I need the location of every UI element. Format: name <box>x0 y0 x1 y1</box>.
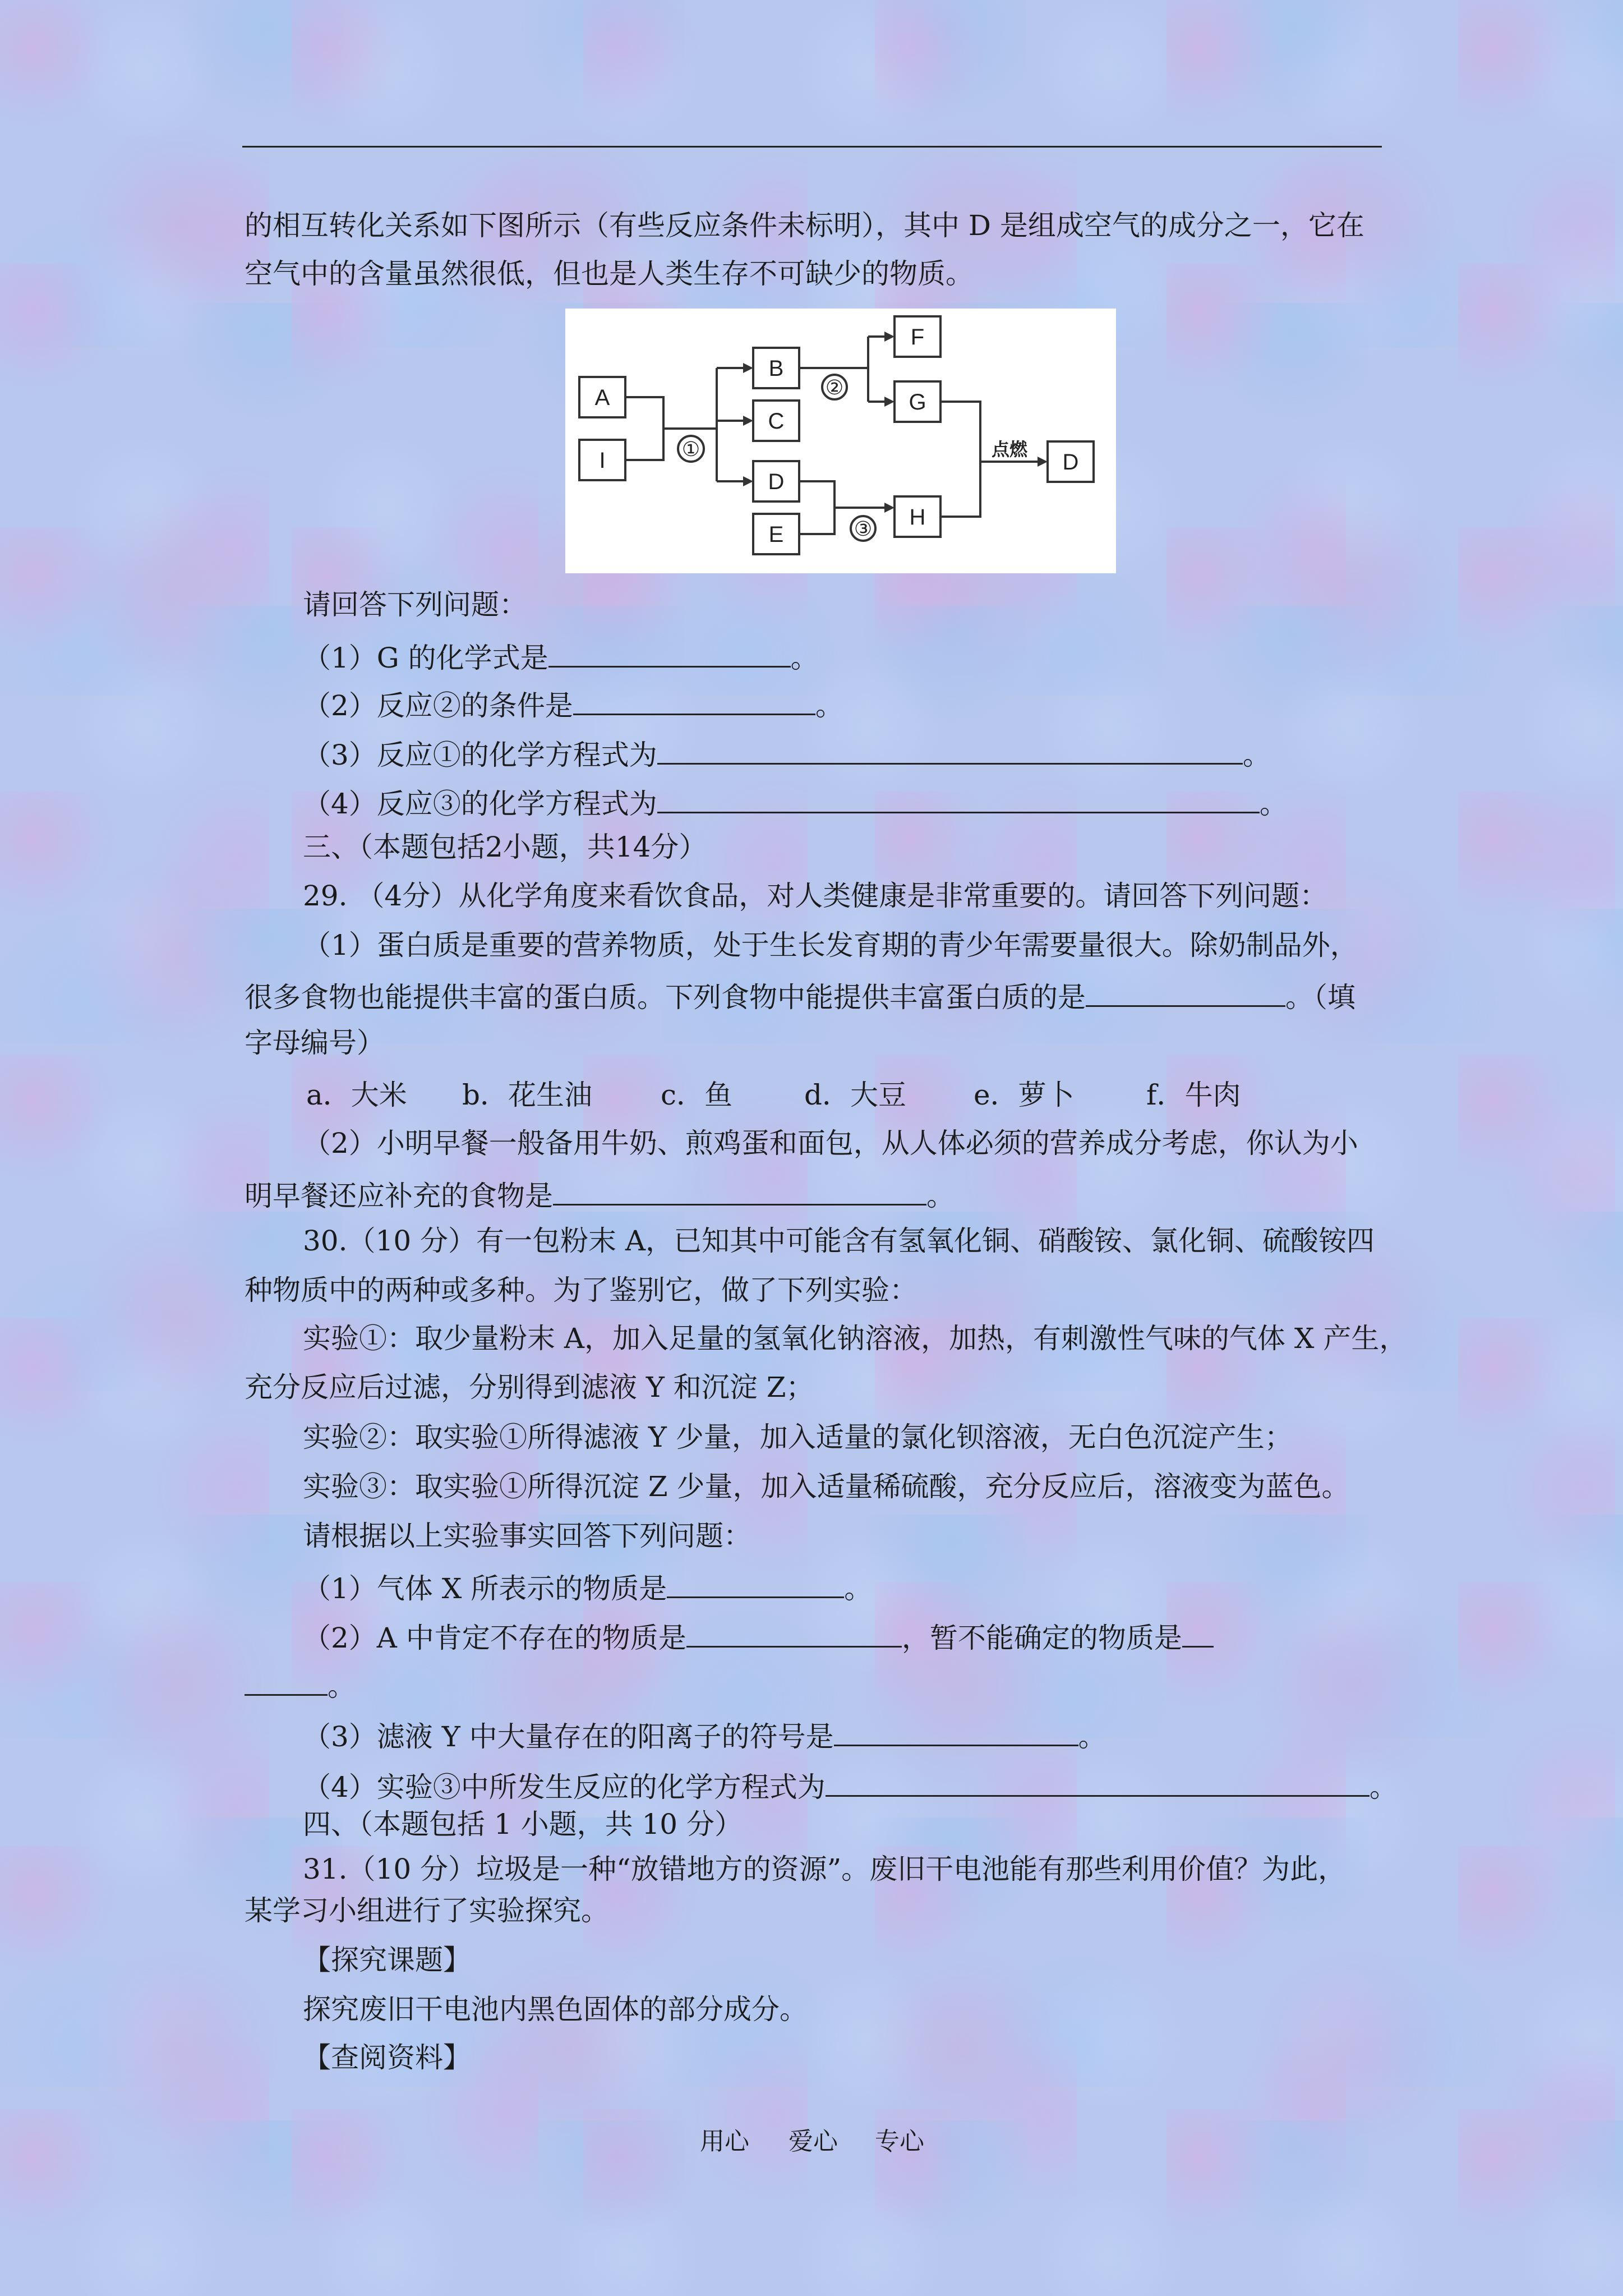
answer-blank-q29-1[interactable] <box>1086 977 1285 1007</box>
answer-blank-q30-2a[interactable] <box>686 1618 902 1648</box>
connector-a <box>625 397 663 460</box>
arrow-f <box>884 332 895 342</box>
reaction-diagram <box>565 309 1116 573</box>
label-a: A <box>594 385 610 410</box>
ignite-label: 点燃 <box>991 439 1028 460</box>
q31-topic: 探究废旧干电池内黑色固体的部分成分。 <box>303 1993 808 2026</box>
label-h: H <box>909 505 926 530</box>
q30-exp3: 实验③：取实验①所得沉淀 Z 少量，加入适量稀硫酸，充分反应后，溶液变为蓝色。 <box>303 1470 1350 1503</box>
label-g: G <box>909 390 926 415</box>
arrow-h <box>884 503 895 513</box>
arrow-d <box>743 476 753 486</box>
marker-1: ① <box>681 438 700 461</box>
q30-exp2: 实验②：取实验①所得滤液 Y 少量，加入适量的氯化钡溶液，无白色沉淀产生； <box>303 1421 1293 1453</box>
answer-blank-q28-2[interactable] <box>573 685 815 715</box>
q30-item-4: （4）实验③中所发生反应的化学方程式为 。 <box>303 1767 1398 1804</box>
q28-item-4: （4）反应③的化学方程式为 。 <box>303 784 1288 821</box>
q28-item-3: （3）反应①的化学方程式为 。 <box>303 735 1271 772</box>
answer-blank-q30-4[interactable] <box>826 1767 1370 1797</box>
q29-p2-line2: 明早餐还应补充的食物是 。 <box>245 1176 955 1213</box>
q29-option-c: c．鱼 <box>661 1079 733 1111</box>
q30-item-2: （2）A 中肯定不存在的物质是 ，暂不能确定的物质是 <box>303 1618 1214 1655</box>
footer-3: 专心 <box>875 2127 924 2156</box>
q29-p1-line3: 字母编号） <box>245 1027 385 1059</box>
label-f: F <box>910 325 925 349</box>
marker-2: ② <box>825 376 844 399</box>
answer-blank-q29-2[interactable] <box>553 1176 926 1205</box>
label-c: C <box>768 409 785 434</box>
connector-gh <box>940 402 980 517</box>
arrow-c <box>743 416 753 426</box>
header-rule <box>242 146 1382 148</box>
answer-blank-q30-3[interactable] <box>834 1717 1078 1746</box>
q29-option-d: d．大豆 <box>804 1079 907 1111</box>
q29-option-a: a．大米 <box>306 1079 407 1111</box>
label-b: B <box>768 356 784 381</box>
q29-p1-line1: （1）蛋白质是重要的营养物质，处于生长发育期的青少年需要量很大。除奶制品外， <box>303 929 1358 961</box>
answer-blank-q30-2b-cont[interactable] <box>245 1666 328 1696</box>
q30-exp1-line1: 实验①：取少量粉末 A，加入足量的氢氧化钠溶液，加热，有刺激性气味的气体 X 产生， <box>303 1322 1408 1355</box>
arrow-g <box>884 397 895 407</box>
label-d2: D <box>1062 450 1079 475</box>
q28-item-2: （2）反应②的条件是 。 <box>303 685 843 723</box>
q29-option-b: b．花生油 <box>462 1079 593 1111</box>
arrow-d2 <box>1038 457 1048 467</box>
footer-2: 爱心 <box>789 2127 838 2156</box>
answer-blank-q30-1[interactable] <box>667 1568 844 1598</box>
arrow-b <box>743 363 753 373</box>
q30-prompt: 请根据以上实验事实回答下列问题： <box>303 1520 751 1552</box>
q31-stem-line1: 31.（10 分）垃圾是一种“放错地方的资源”。废旧干电池能有那些利用价值？为此， <box>303 1853 1347 1885</box>
section-4-heading: 四、（本题包括 1 小题，共 10 分） <box>303 1808 743 1841</box>
q30-exp1-line2: 充分反应后过滤，分别得到滤液 Y 和沉淀 Z； <box>245 1371 814 1404</box>
answer-blank-q30-2b[interactable] <box>1182 1618 1214 1648</box>
q28-item-1: （1）G 的化学式是 。 <box>303 638 819 675</box>
section-3-heading: 三、（本题包括2小题，共14分） <box>303 831 707 863</box>
intro-line-1: 的相互转化关系如下图所示（有些反应条件未标明），其中 D 是组成空气的成分之一，它在 <box>245 209 1364 242</box>
marker-3: ③ <box>854 518 873 541</box>
q28-prompt: 请回答下列问题： <box>303 588 527 621</box>
q29-p1-line2: 很多食物也能提供丰富的蛋白质。下列食物中能提供丰富蛋白质的是 。（填 <box>245 977 1355 1014</box>
label-e: E <box>768 522 784 547</box>
intro-line-2: 空气中的含量虽然很低，但也是人类生存不可缺少的物质。 <box>245 257 974 290</box>
answer-blank-q28-4[interactable] <box>657 784 1260 813</box>
answer-blank-q28-3[interactable] <box>657 735 1243 765</box>
q29-option-e: e．萝卜 <box>974 1079 1075 1111</box>
q29-stem: 29. （4分）从化学角度来看饮食品，对人类健康是非常重要的。请回答下列问题： <box>303 880 1328 912</box>
q30-item-3: （3）滤液 Y 中大量存在的阳离子的符号是 。 <box>303 1717 1106 1754</box>
label-d1: D <box>768 470 785 494</box>
connector-de <box>799 481 834 534</box>
label-i: I <box>599 448 606 473</box>
q30-stem-line1: 30.（10 分）有一包粉末 A，已知其中可能含有氢氧化铜、硝酸铵、氯化铜、硫酸铵四 <box>303 1225 1375 1257</box>
q31-heading-materials: 【查阅资料】 <box>303 2041 471 2074</box>
answer-blank-q28-1[interactable] <box>548 638 791 668</box>
footer-1: 用心 <box>700 2127 749 2156</box>
q29-option-f: f．牛肉 <box>1146 1079 1241 1111</box>
q31-heading-topic: 【探究课题】 <box>303 1944 471 1976</box>
q29-p2-line1: （2）小明早餐一般备用牛奶、煎鸡蛋和面包，从人体必须的营养成分考虑，你认为小 <box>303 1127 1358 1159</box>
q30-item-2-cont: 。 <box>245 1666 356 1703</box>
q31-stem-line2: 某学习小组进行了实验探究。 <box>245 1894 609 1927</box>
q30-stem-line2: 种物质中的两种或多种。为了鉴别它，做了下列实验： <box>245 1274 917 1306</box>
q30-item-1: （1）气体 X 所表示的物质是 。 <box>303 1568 872 1605</box>
